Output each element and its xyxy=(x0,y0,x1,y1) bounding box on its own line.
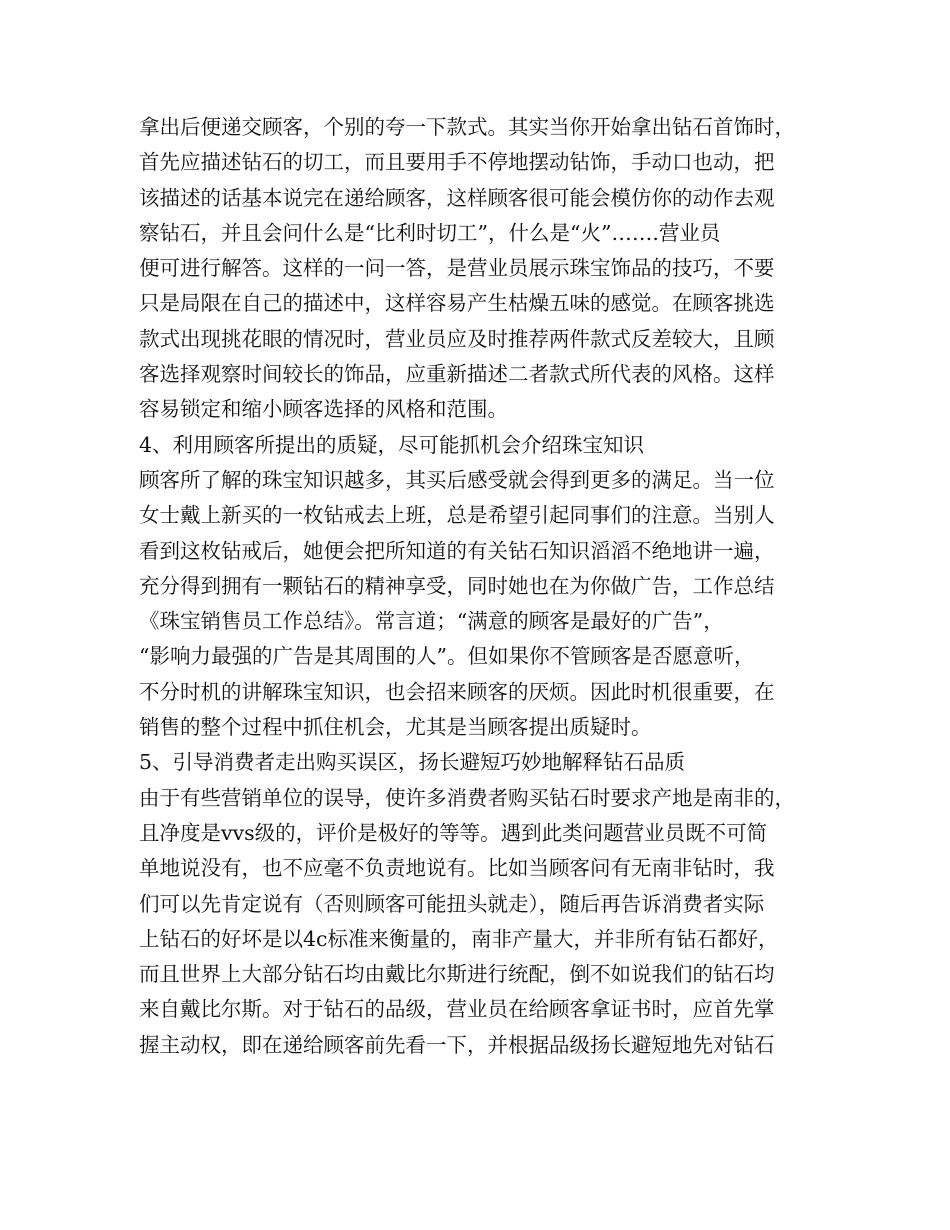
text-line: 便可进行解答。这样的一问一答，是营业员展示珠宝饰品的技巧，不要 xyxy=(139,256,775,281)
text-line: 顾客所了解的珠宝知识越多，其买后感受就会得到更多的满足。当一位 xyxy=(139,467,775,492)
text-line: 充分得到拥有一颗钻石的精神享受，同时她也在为你做广告，工作总结 xyxy=(139,573,775,598)
text-line: 而且世界上大部分钻石均由戴比尔斯进行统配，倒不如说我们的钻石均 xyxy=(139,962,775,987)
text-line: 只是局限在自己的描述中，这样容易产生枯燥五味的感觉。在顾客挑选 xyxy=(139,291,775,316)
section-heading: 5、引导消费者走出购买误区，扬长避短巧妙地解释钻石品质 xyxy=(139,750,686,775)
text-line: 首先应描述钻石的切工，而且要用手不停地摆动钻饰，手动口也动，把 xyxy=(139,150,775,175)
text-line: 单地说没有，也不应毫不负责地说有。比如当顾客问有无南非钻时，我 xyxy=(139,856,775,881)
text-line: 看到这枚钻戒后，她便会把所知道的有关钻石知识滔滔不绝地讲一遍， xyxy=(139,538,775,563)
section-heading: 4、利用顾客所提出的质疑，尽可能抓机会介绍珠宝知识 xyxy=(139,432,645,457)
text-line: 不分时机的讲解珠宝知识，也会招来顾客的厌烦。因此时机很重要，在 xyxy=(139,679,775,704)
text-line: 由于有些营销单位的误导，使许多消费者购买钻石时要求产地是南非的， xyxy=(139,785,795,810)
text-line: 《珠宝销售员工作总结》。常言道；“满意的顾客是最好的广告”， xyxy=(139,609,724,634)
text-line: 握主动权，即在递给顾客前先看一下，并根据品级扬长避短地先对钻石 xyxy=(139,1032,775,1057)
text-line: 们可以先肯定说有（否则顾客可能扭头就走），随后再告诉消费者实际 xyxy=(139,891,765,916)
text-line: 款式出现挑花眼的情况时，营业员应及时推荐两件款式反差较大，且顾 xyxy=(139,326,775,351)
text-line: 上钻石的好坏是以4c标准来衡量的，南非产量大，并非所有钻石都好， xyxy=(139,926,779,951)
text-line: 该描述的话基本说完在递给顾客，这样顾客很可能会模仿你的动作去观 xyxy=(139,185,775,210)
text-line: 察钻石，并且会问什么是“比利时切工”，什么是“火”…….营业员 xyxy=(139,220,721,245)
text-line: 客选择观察时间较长的饰品，应重新描述二者款式所代表的风格。这样 xyxy=(139,362,775,387)
text-line: 销售的整个过程中抓住机会，尤其是当顾客提出质疑时。 xyxy=(139,715,652,740)
text-line: 女士戴上新买的一枚钻戒去上班，总是希望引起同事们的注意。当别人 xyxy=(139,503,775,528)
text-line: 来自戴比尔斯。对于钻石的品级，营业员在给顾客拿证书时，应首先掌 xyxy=(139,997,775,1022)
document-body xyxy=(139,110,839,1063)
text-line: “影响力最强的广告是其周围的人”。但如果你不管顾客是否愿意听， xyxy=(139,644,755,669)
text-line: 容易锁定和缩小顾客选择的风格和范围。 xyxy=(139,397,508,422)
text-line: 拿出后便递交顾客，个别的夸一下款式。其实当你开始拿出钻石首饰时， xyxy=(139,115,795,139)
text-line: 且净度是vvs级的，评价是极好的等等。遇到此类问题营业员既不可简 xyxy=(139,820,768,845)
